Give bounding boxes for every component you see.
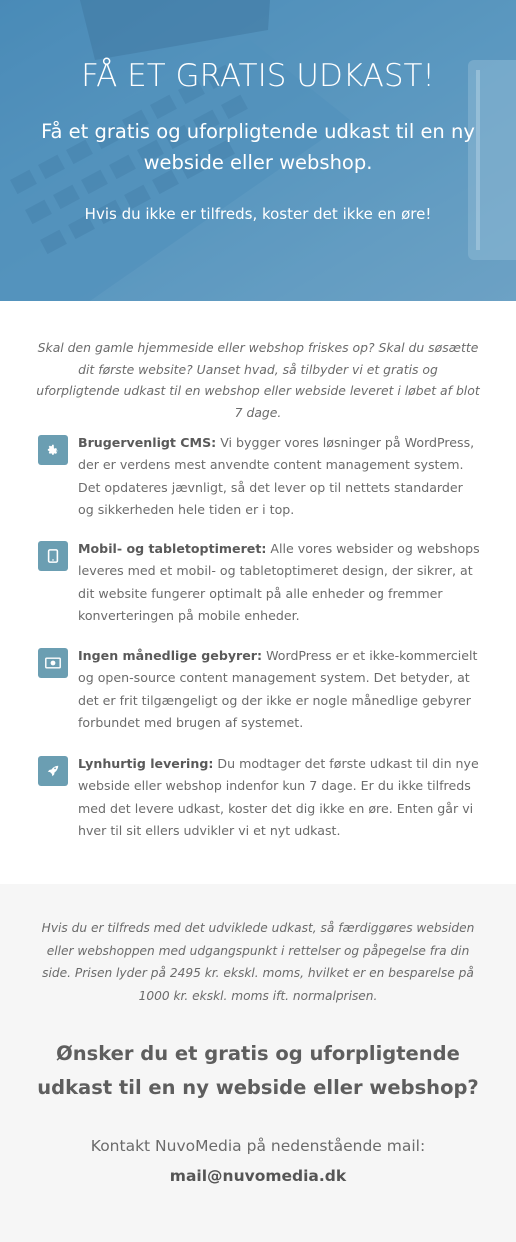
tablet-icon bbox=[38, 541, 68, 571]
feature-description: WordPress er et ikke-kommercielt og open-source content management system. Det betyder, at det er frit tilgængeligt og der ikke er nogle månedlige gebyrer forbundet med brugen af systemet. bbox=[78, 648, 478, 731]
contact-text: Kontakt NuvoMedia på nedenstående mail: bbox=[90, 1137, 426, 1155]
hero-subtitle: Få et gratis og uforpligtende udkast til en ny webside eller webshop. bbox=[41, 120, 475, 174]
bottom-section bbox=[0, 884, 516, 1242]
pricing-note: Hvis du er tilfreds med det udviklede udkast, så færdiggøres websiden eller webshoppen med udgangspunkt i rettelser og påpegelse fra din side. Prisen lyder på 2495 kr. ekskl. moms, hvilket er en besparelse på 1000 kr. ekskl. moms ift. normalprisen. bbox=[41, 921, 475, 1003]
cta-heading: Ønsker du et gratis og uforpligtende udkast til en ny webside eller webshop? bbox=[37, 1042, 479, 1099]
intro-text: Skal den gamle hjemmeside eller webshop friskes op? Skal du søsætte dit første website? Uanset hvad, så tilbyder vi et gratis og uforpligtende udkast til en webshop eller webside leveret i løbet af blot 7 dage. bbox=[36, 340, 480, 420]
feature-text bbox=[78, 753, 482, 843]
hero-title: FÅ ET GRATIS UDKAST! bbox=[81, 58, 435, 94]
hero-content bbox=[0, 0, 516, 301]
feature-title: Ingen månedlige gebyrer: bbox=[78, 648, 263, 663]
gear-icon bbox=[38, 435, 68, 465]
feature-title: Brugervenligt CMS: bbox=[78, 435, 217, 450]
feature-description: Vi bygger vores løsninger på WordPress, der er verdens mest anvendte content management system. Det opdateres jævnligt, så det lever op til nettets standarder og sikkerheden hele tiden er i top. bbox=[78, 435, 475, 518]
rocket-icon bbox=[38, 756, 68, 786]
feature-description: Alle vores websider og webshops leveres med et mobil- og tabletoptimeret design, der sikrer, at dit website fungerer optimalt på alle enheder og fremmer konverteringen på mobile enheder. bbox=[78, 541, 480, 624]
feature-text bbox=[78, 645, 482, 735]
hero-banner bbox=[0, 0, 516, 301]
hero-note: Hvis du ikke er tilfreds, koster det ikke en øre! bbox=[84, 205, 432, 223]
feature-description: Du modtager det første udkast til din nye webside eller webshop indenfor kun 7 dage. Er du ikke tilfreds med det levere udkast, koster det dig ikke en øre. Enten går vi hver til sit ellers udvikler vi et nyt udkast. bbox=[78, 756, 479, 839]
feature-title: Mobil- og tabletoptimeret: bbox=[78, 541, 267, 556]
contact-email-link[interactable]: mail@nuvomedia.dk bbox=[169, 1167, 347, 1185]
money-icon bbox=[38, 648, 68, 678]
feature-text bbox=[78, 432, 482, 522]
feature-text bbox=[78, 538, 482, 628]
feature-title: Lynhurtig levering: bbox=[78, 756, 214, 771]
